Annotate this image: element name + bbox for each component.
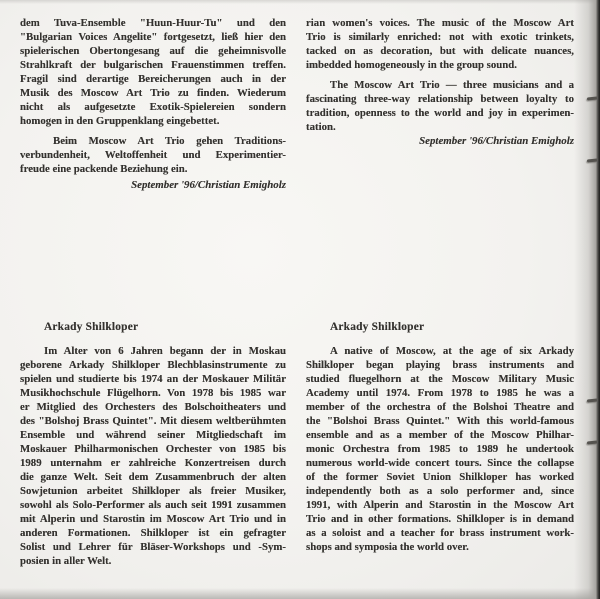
text-line: The Moscow Art Trio — three musicians and a [330,79,574,91]
credit-line-english: September '96/Christian Emigholz [419,135,574,147]
text-line: tacked on as decoration, but with delicate nuances, [306,45,574,57]
paragraph-english-trio [306,78,574,134]
text-line: "Bulgarian Voices Angelite" fortgesetzt, ließ hier den [20,31,286,43]
artist-heading-english: Arkady Shilkloper [330,321,425,333]
text-line: rian women's voices. The music of the Moscow Art [306,17,574,29]
text-line: 1989 unternahm er zahlreiche Konzertreisen durch [20,457,286,469]
binding-staple-mark [587,440,597,444]
column-english [306,16,574,591]
binding-staple-mark [587,96,597,100]
spine-edge-shadow [574,0,600,599]
text-line: Trio is similarly enriched: not with exotic trinkets, [306,31,574,43]
text-line: die ganze Welt. Seit dem Zusammenbruch der alten [20,471,286,483]
text-line: Sowjetunion arbeitet Shilkloper als freier Musiker, [20,485,286,497]
text-line: nicht als aufgesetzte Exotik-Spielereien sondern [20,101,286,113]
text-line: Beim Moscow Art Trio gehen Traditions- [53,135,286,147]
text-line: Musik des Moscow Art Trio zu finden. Wiederum [20,87,286,99]
text-line: verbundenheit, Weltoffenheit und Experimentier- [20,149,286,161]
text-line: posien in aller Welt. [20,555,112,567]
text-line: numerous world-wide concert tours. Since the collapse [306,457,574,469]
text-line: of the former Soviet Union Shilkloper has worked [306,471,574,483]
text-line: sowohl als Solo-Performer als auch seit 1991 zusammen [20,499,286,511]
binding-staple-mark [587,158,597,162]
paragraph-english-biography [306,344,574,554]
text-line: Fragil sind derartige Bereicherungen auch in der [20,73,286,85]
text-line: studied fluegelhorn at the Moscow Military Music [306,373,574,385]
text-line: fascinating three-way relationship between loyalty to [306,93,574,105]
text-line: spielerischen Obertongesang auf die geheimnisvolle [20,45,286,57]
text-line: tation. [306,121,336,133]
text-line: Solist und Lehrer für Bläser-Workshops und -Sym- [20,541,286,553]
text-line: des "Bolshoj Brass Quintet". Mit diesem weltberühmten [20,415,286,427]
text-line: homogen in den Gruppenklang eingebettet. [20,115,220,127]
text-line: freude eine packende Beziehung ein. [20,163,188,175]
text-line: A native of Moscow, at the age of six Arkady [330,345,574,357]
binding-staple-mark [587,398,597,402]
text-line: mit Alperin und Starostin im Moscow Art Trio und in [20,513,286,525]
text-line: ensemble and as a member of the Moscow Philhar- [306,429,574,441]
text-line: Academy until 1974. From 1978 to 1985 he was a [306,387,574,399]
paragraph-german-continuation [20,16,286,128]
text-line: Shilkloper began playing brass instruments and [306,359,574,371]
text-line: monic Orchestra from 1985 to 1989 he undertook [306,443,574,455]
text-line: Moskauer Philharmonischen Orchester von 1985 bis [20,443,286,455]
text-line: Ensemble und während seiner Mitgliedschaft im [20,429,286,441]
credit-line-german: September '96/Christian Emigholz [131,179,286,191]
paragraph-german-biography [20,344,286,568]
text-line: dem Tuva-Ensemble "Huun-Huur-Tu" und den [20,17,286,29]
text-line: Musikhochschule Flügelhorn. Von 1978 bis 1985 war [20,387,286,399]
text-line: anderen Formationen. Shilkloper ist ein gefragter [20,527,286,539]
page-top-shadow [0,0,600,4]
text-line: spielen und studierte bis 1974 an der Moskauer Militär [20,373,286,385]
text-line: member of the orchestra of the Bolshoi Theatre and [306,401,574,413]
text-line: Im Alter von 6 Jahren begann der in Moskau [44,345,286,357]
text-line: the "Bolshoi Brass Quintet." With this world-famous [306,415,574,427]
artist-heading-german: Arkady Shilkloper [44,321,139,333]
text-line: tradition, openness to the world and joy in experimen- [306,107,574,119]
text-line: shops and symposia the world over. [306,541,469,553]
text-line: 1991, with Alperin and Starostin in the Moscow Art [306,499,574,511]
paragraph-german-trio [20,134,286,176]
column-german [20,16,286,591]
paragraph-english-continuation [306,16,574,72]
text-line: Strahlkraft der bulgarischen Frauenstimmen treffen. [20,59,286,71]
text-line: independently both as a solo performer and, since [306,485,574,497]
text-line: Trio and in other formations. Shilkloper is in demand [306,513,574,525]
text-line: imbedded homogeneously in the group sound. [306,59,517,71]
text-line: as a soloist and a teacher for brass instrument work- [306,527,574,539]
text-line: er Mitglied des Orchesters des Bolschoitheaters und [20,401,286,413]
text-line: geborene Arkady Shilkloper Blechblasinstrumente zu [20,359,286,371]
